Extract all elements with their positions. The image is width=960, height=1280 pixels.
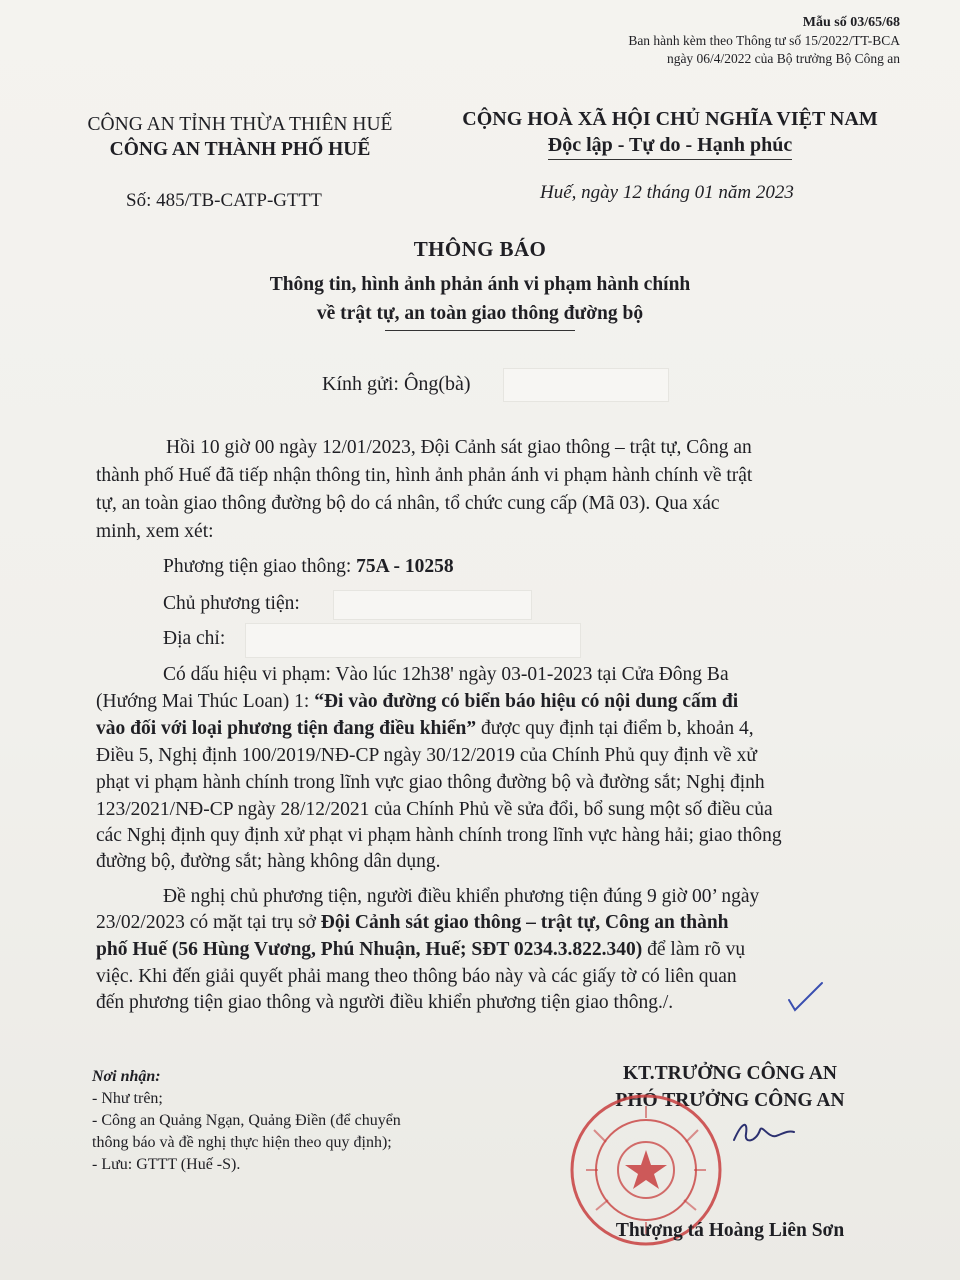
recipient-item: - Như trên; [92, 1090, 163, 1107]
request-line: đến phương tiện giao thông và người điều khiển phương tiện giao thông./. [96, 992, 674, 1013]
violation-legal-ref: được quy định tại điểm b, khoản 4, [476, 718, 754, 739]
national-header [440, 106, 900, 160]
document-subtitle [0, 270, 960, 331]
para1-line: Hồi 10 giờ 00 ngày 12/01/2023, Đội Cảnh sát giao thông – trật tự, Công an [166, 437, 752, 458]
checkmark-icon [786, 980, 826, 1014]
violation-line [96, 691, 738, 713]
redacted-address [245, 623, 581, 658]
form-code: Mẫu số 03/65/68 [802, 15, 900, 30]
violation-line: phạt vi phạm hành chính trong lĩnh vực giao thông đường bộ và đường sắt; Nghị định [96, 772, 765, 793]
signature-line1: KT.TRƯỞNG CÔNG AN [623, 1063, 837, 1084]
recipient-item: - Lưu: GTTT (Huế -S). [92, 1156, 241, 1173]
subtitle-line1: Thông tin, hình ảnh phản ánh vi phạm hành chính [269, 274, 691, 295]
address-label: Địa chỉ: [163, 628, 226, 649]
form-header [628, 14, 900, 68]
vehicle-plate: 75A - 10258 [356, 556, 454, 577]
para1-line: thành phố Huế đã tiếp nhận thông tin, hình ảnh phản ánh vi phạm hành chính về trật [96, 465, 753, 486]
violation-offense: “Đi vào đường có biển báo hiệu có nội dung cấm đi [314, 691, 739, 712]
subtitle-line2: về trật tự, an toàn giao thông đường bộ [316, 303, 644, 324]
national-title: CỘNG HOÀ XÃ HỘI CHỦ NGHĨA VIỆT NAM [462, 108, 878, 130]
request-line: Đề nghị chủ phương tiện, người điều khiển phương tiện đúng 9 giờ 00’ ngày [163, 886, 760, 907]
violation-line: Điều 5, Nghị định 100/2019/NĐ-CP ngày 30/12/2019 của Chính Phủ quy định về xử [96, 745, 757, 766]
request-purpose: để làm rõ vụ [642, 939, 746, 960]
greeting: Kính gửi: Ông(bà) [322, 373, 471, 395]
issuer-line2: CÔNG AN THÀNH PHỐ HUẾ [109, 139, 371, 160]
signer-name: Thượng tá Hoàng Liên Sơn [615, 1220, 845, 1241]
recipient-item: thông báo và đề nghị thực hiện theo quy định); [92, 1134, 392, 1151]
request-date: 23/02/2023 có mặt tại trụ sở [96, 912, 321, 933]
request-line: việc. Khi đến giải quyết phải mang theo thông báo này và các giấy tờ có liên quan [96, 966, 737, 987]
vehicle-line [163, 556, 454, 578]
request-office-address: phố Huế (56 Hùng Vương, Phú Nhuận, Huế; SĐT 0234.3.822.340) [96, 939, 643, 960]
para1-line: minh, xem xét: [96, 521, 214, 542]
recipient-item: - Công an Quảng Ngạn, Quảng Điền (để chuyển [92, 1112, 401, 1129]
violation-line: đường bộ, đường sắt; hàng không dân dụng. [96, 851, 441, 872]
redacted-recipient-name [503, 368, 669, 402]
form-header-line2: ngày 06/4/2022 của Bộ trưởng Bộ Công an [666, 51, 900, 66]
violation-offense-cont: vào đối với loại phương tiện đang điều khiển” [96, 718, 477, 739]
form-header-line1: Ban hành kèm theo Thông tư số 15/2022/TT-BCA [628, 33, 900, 48]
request-office: Đội Cảnh sát giao thông – trật tự, Công an thành [320, 912, 729, 933]
issuer-line1: CÔNG AN TỈNH THỪA THIÊN HUẾ [87, 114, 393, 135]
document-number: Số: 485/TB-CATP-GTTT [126, 190, 322, 211]
violation-line: các Nghị định quy định xử phạt vi phạm hành chính trong lĩnh vực hàng hải; giao thông [96, 825, 782, 846]
issuer-block [40, 112, 440, 162]
vehicle-label: Phương tiện giao thông: [163, 556, 357, 577]
signature-icon [728, 1112, 798, 1152]
document-title: THÔNG BÁO [413, 237, 547, 261]
request-line [96, 912, 729, 934]
recipients-block [92, 1066, 401, 1176]
violation-line: Có dấu hiệu vi phạm: Vào lúc 12h38' ngày 03-01-2023 tại Cửa Đông Ba [163, 664, 729, 685]
subtitle-rule [385, 330, 575, 331]
request-line [96, 939, 745, 961]
redacted-owner [333, 590, 532, 620]
signature-line2: PHÓ TRƯỞNG CÔNG AN [615, 1090, 845, 1111]
violation-location: (Hướng Mai Thúc Loan) 1: [96, 691, 315, 712]
violation-line: 123/2021/NĐ-CP ngày 28/12/2021 của Chính Phủ về sửa đổi, bổ sung một số điều của [96, 799, 773, 820]
owner-label: Chủ phương tiện: [163, 593, 300, 614]
national-motto: Độc lập - Tự do - Hạnh phúc [548, 132, 792, 160]
violation-line [96, 718, 754, 740]
document-date: Huế, ngày 12 tháng 01 năm 2023 [540, 182, 794, 203]
recipients-title: Nơi nhận: [92, 1068, 161, 1085]
para1-line: tự, an toàn giao thông đường bộ do cá nhân, tổ chức cung cấp (Mã 03). Qua xác [96, 493, 720, 514]
